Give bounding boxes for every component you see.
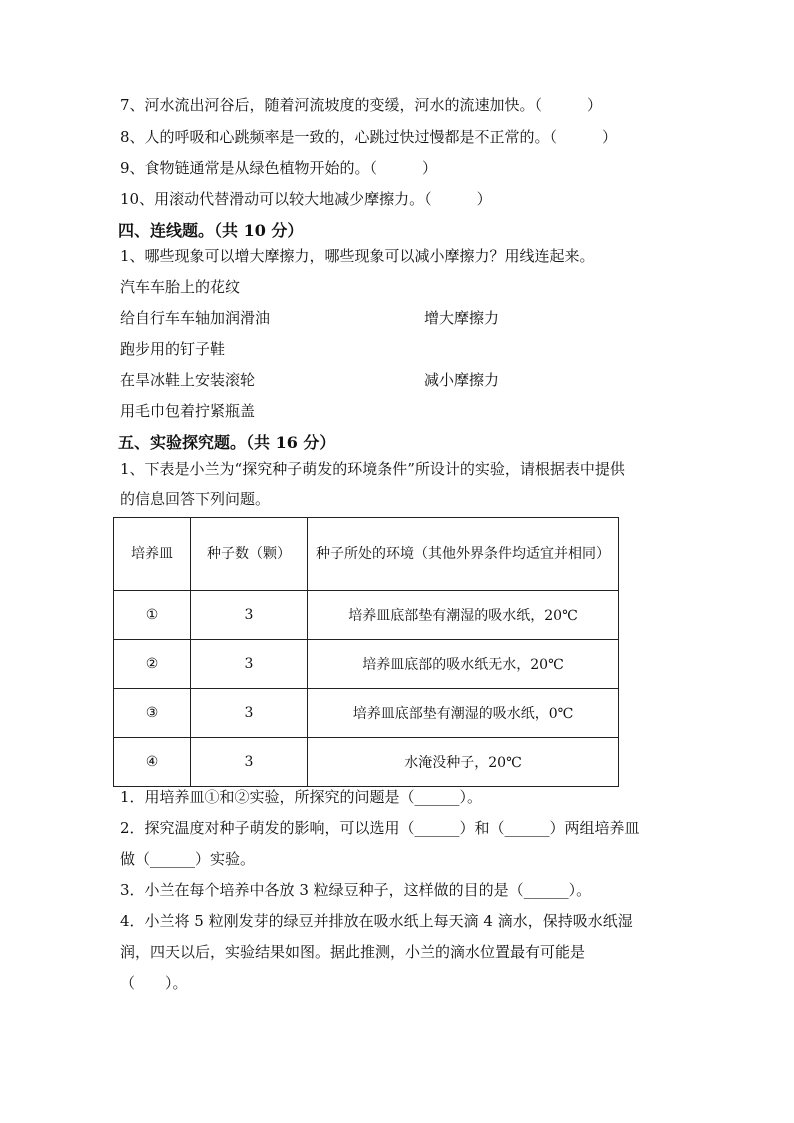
table-cell: 3 xyxy=(191,591,308,640)
match-right-item: 增大摩擦力 xyxy=(424,309,500,327)
judgement-item-7: 7、河水流出河谷后，随着河流坡度的变缓，河水的流速加快。（ ） xyxy=(120,96,603,114)
table-cell: 水淹没种子，20℃ xyxy=(308,738,619,787)
question-1: 1．用培养皿①和②实验，所探究的问题是（______）。 xyxy=(120,788,483,806)
table-row xyxy=(114,689,619,738)
question-3: 3．小兰在每个培养中各放 3 粒绿豆种子，这样做的目的是（______）。 xyxy=(120,881,592,899)
table-cell: 培养皿底部垫有潮湿的吸水纸，20℃ xyxy=(308,591,619,640)
table-cell: ① xyxy=(114,591,191,640)
match-left-item: 给自行车车轴加润滑油 xyxy=(120,309,271,327)
judgement-item-10: 10、用滚动代替滑动可以较大地减少摩擦力。（ ） xyxy=(120,190,492,208)
question-4-answer: （ ）。 xyxy=(120,974,188,992)
question-4-cont: 润，四天以后，实验结果如图。据此推测，小兰的滴水位置最有可能是 xyxy=(120,943,586,961)
table-header-cell: 种子所处的环境（其他外界条件均适宜并相同） xyxy=(308,518,619,591)
table-row xyxy=(114,591,619,640)
table-row xyxy=(114,640,619,689)
table-cell: 培养皿底部垫有潮湿的吸水纸，0℃ xyxy=(308,689,619,738)
table-header-cell: 种子数（颗） xyxy=(191,518,308,591)
judgement-item-9: 9、食物链通常是从绿色植物开始的。（ ） xyxy=(120,159,438,177)
section-5-heading: 五、实验探究题。（共 16 分） xyxy=(118,433,336,452)
table-cell: ④ xyxy=(114,738,191,787)
judgement-item-8: 8、人的呼吸和心跳频率是一致的，心跳过快过慢都是不正常的。（ ） xyxy=(120,128,618,146)
match-left-item: 汽车车胎上的花纹 xyxy=(120,278,241,296)
table-header-row xyxy=(114,518,619,591)
table-cell: 3 xyxy=(191,738,308,787)
section-4-question: 1、哪些现象可以增大摩擦力，哪些现象可以减小摩擦力？用线连起来。 xyxy=(120,247,595,265)
question-4: 4．小兰将 5 粒刚发芽的绿豆并排放在吸水纸上每天滴 4 滴水，保持吸水纸湿 xyxy=(120,912,633,930)
match-left-item: 在旱冰鞋上安装滚轮 xyxy=(120,371,256,389)
question-2-cont: 做（______）实验。 xyxy=(120,850,256,868)
section-4-heading: 四、连线题。（共 10 分） xyxy=(118,221,304,240)
question-2: 2．探究温度对种子萌发的影响，可以选用（______）和（______）两组培养皿 xyxy=(120,819,640,837)
match-right-item: 减小摩擦力 xyxy=(424,371,500,389)
table-cell: 3 xyxy=(191,689,308,738)
table-row xyxy=(114,738,619,787)
table-cell: ③ xyxy=(114,689,191,738)
section-5-intro: 1、下表是小兰为“探究种子萌发的环境条件”所设计的实验，请根据表中提供 xyxy=(120,460,625,478)
table-cell: 3 xyxy=(191,640,308,689)
table-header-cell: 培养皿 xyxy=(114,518,191,591)
match-left-item: 跑步用的钉子鞋 xyxy=(120,340,226,358)
section-5-intro: 的信息回答下列问题。 xyxy=(120,490,271,508)
match-left-item: 用毛巾包着拧紧瓶盖 xyxy=(120,402,256,420)
table-cell: ② xyxy=(114,640,191,689)
experiment-table xyxy=(113,517,619,787)
table-cell: 培养皿底部的吸水纸无水，20℃ xyxy=(308,640,619,689)
